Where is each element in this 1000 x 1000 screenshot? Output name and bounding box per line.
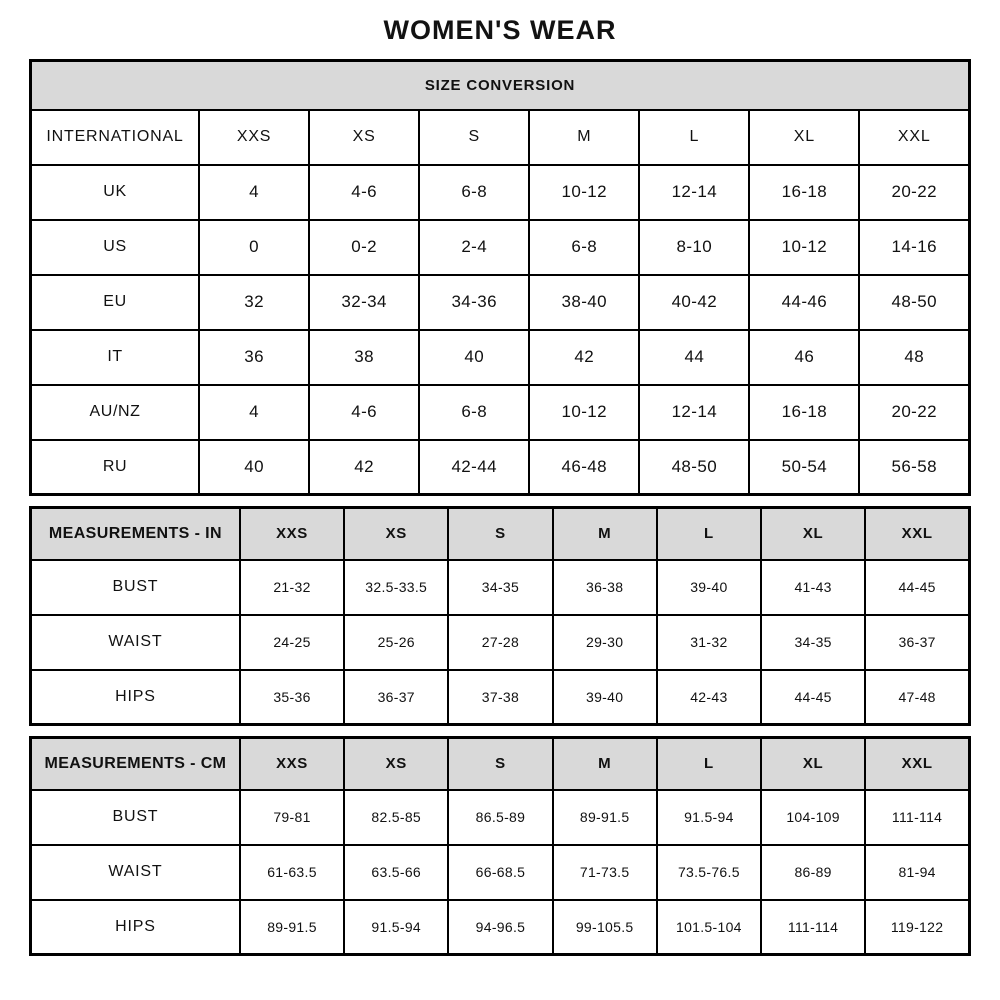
cell-value: 4 [199, 385, 309, 440]
measurements-cm-table [29, 736, 971, 956]
row-label-aunz: AU/NZ [31, 385, 200, 440]
cell-value: 73.5-76.5 [657, 845, 761, 900]
column-header-m: M [529, 110, 639, 165]
table-row-uk [31, 165, 970, 220]
cell-value: 38 [309, 330, 419, 385]
cell-value: 111-114 [865, 790, 969, 845]
table-row-bust-in [31, 560, 970, 615]
page-title: WOMEN'S WEAR [383, 15, 617, 45]
size-header-l: L [657, 738, 761, 790]
cell-value: 6-8 [419, 385, 529, 440]
cell-value: 91.5-94 [657, 790, 761, 845]
size-header-s: S [448, 738, 552, 790]
cell-value: 89-91.5 [553, 790, 657, 845]
cell-value: 81-94 [865, 845, 969, 900]
cell-value: 94-96.5 [448, 900, 552, 955]
cell-value: 42 [529, 330, 639, 385]
cell-value: 27-28 [448, 615, 552, 670]
cell-value: 99-105.5 [553, 900, 657, 955]
size-header-xs: XS [344, 508, 448, 560]
column-header-xs: XS [309, 110, 419, 165]
cell-value: 86.5-89 [448, 790, 552, 845]
column-header-xxl: XXL [859, 110, 969, 165]
row-label-it: IT [31, 330, 200, 385]
size-header-s: S [448, 508, 552, 560]
size-header-xxl: XXL [865, 738, 969, 790]
cell-value: 40 [419, 330, 529, 385]
table-row-bust-cm [31, 790, 970, 845]
cell-value: 44-46 [749, 275, 859, 330]
cell-value: 104-109 [761, 790, 865, 845]
row-label-hips: HIPS [31, 900, 240, 955]
column-header-xxs: XXS [199, 110, 309, 165]
size-header-xs: XS [344, 738, 448, 790]
table-row-hips-cm [31, 900, 970, 955]
cell-value: 42 [309, 440, 419, 495]
cell-value: 66-68.5 [448, 845, 552, 900]
cell-value: 40-42 [639, 275, 749, 330]
cell-value: 34-35 [761, 615, 865, 670]
table-row-eu [31, 275, 970, 330]
cell-value: 10-12 [529, 385, 639, 440]
cell-value: 0-2 [309, 220, 419, 275]
cell-value: 6-8 [419, 165, 529, 220]
cell-value: 44-45 [761, 670, 865, 725]
table-row-waist-cm [31, 845, 970, 900]
cell-value: 39-40 [553, 670, 657, 725]
cell-value: 39-40 [657, 560, 761, 615]
row-label-bust: BUST [31, 790, 240, 845]
size-conversion-table [29, 59, 971, 496]
row-label-eu: EU [31, 275, 200, 330]
size-header-l: L [657, 508, 761, 560]
measurements-in-table [29, 506, 971, 726]
cell-value: 91.5-94 [344, 900, 448, 955]
cell-value: 20-22 [859, 385, 969, 440]
cell-value: 36 [199, 330, 309, 385]
size-header-m: M [553, 738, 657, 790]
cell-value: 41-43 [761, 560, 865, 615]
row-label-waist: WAIST [31, 615, 240, 670]
table-row-waist-in [31, 615, 970, 670]
measurements-in-title: MEASUREMENTS - IN [31, 508, 240, 560]
column-header-s: S [419, 110, 529, 165]
cell-value: 111-114 [761, 900, 865, 955]
cell-value: 36-37 [344, 670, 448, 725]
cell-value: 63.5-66 [344, 845, 448, 900]
cell-value: 38-40 [529, 275, 639, 330]
cell-value: 14-16 [859, 220, 969, 275]
cell-value: 6-8 [529, 220, 639, 275]
cell-value: 82.5-85 [344, 790, 448, 845]
row-label-bust: BUST [31, 560, 240, 615]
cell-value: 4 [199, 165, 309, 220]
cell-value: 36-37 [865, 615, 969, 670]
size-conversion-header-row [31, 110, 970, 165]
cell-value: 42-43 [657, 670, 761, 725]
cell-value: 10-12 [529, 165, 639, 220]
size-header-xxs: XXS [240, 508, 344, 560]
size-header-xxl: XXL [865, 508, 969, 560]
cell-value: 20-22 [859, 165, 969, 220]
size-header-xl: XL [761, 738, 865, 790]
cell-value: 36-38 [553, 560, 657, 615]
cell-value: 25-26 [344, 615, 448, 670]
table-row-hips-in [31, 670, 970, 725]
size-conversion-banner-row [31, 61, 970, 110]
size-header-xl: XL [761, 508, 865, 560]
cell-value: 12-14 [639, 385, 749, 440]
cell-value: 40 [199, 440, 309, 495]
measurements-cm-title: MEASUREMENTS - CM [31, 738, 240, 790]
cell-value: 86-89 [761, 845, 865, 900]
size-header-m: M [553, 508, 657, 560]
row-label-ru: RU [31, 440, 200, 495]
cell-value: 44-45 [865, 560, 969, 615]
cell-value: 4-6 [309, 165, 419, 220]
size-conversion-title: SIZE CONVERSION [31, 61, 970, 110]
row-label-hips: HIPS [31, 670, 240, 725]
cell-value: 101.5-104 [657, 900, 761, 955]
cell-value: 47-48 [865, 670, 969, 725]
cell-value: 8-10 [639, 220, 749, 275]
cell-value: 56-58 [859, 440, 969, 495]
cell-value: 61-63.5 [240, 845, 344, 900]
cell-value: 46 [749, 330, 859, 385]
cell-value: 32-34 [309, 275, 419, 330]
table-row-aunz [31, 385, 970, 440]
cell-value: 16-18 [749, 165, 859, 220]
row-label-waist: WAIST [31, 845, 240, 900]
cell-value: 32 [199, 275, 309, 330]
cell-value: 44 [639, 330, 749, 385]
cell-value: 37-38 [448, 670, 552, 725]
cell-value: 48-50 [859, 275, 969, 330]
table-row-it [31, 330, 970, 385]
cell-value: 34-35 [448, 560, 552, 615]
column-header-xl: XL [749, 110, 859, 165]
row-label-uk: UK [31, 165, 200, 220]
cell-value: 29-30 [553, 615, 657, 670]
size-header-xxs: XXS [240, 738, 344, 790]
measurements-cm-header-row [31, 738, 970, 790]
cell-value: 16-18 [749, 385, 859, 440]
cell-value: 48 [859, 330, 969, 385]
cell-value: 50-54 [749, 440, 859, 495]
cell-value: 34-36 [419, 275, 529, 330]
cell-value: 12-14 [639, 165, 749, 220]
cell-value: 119-122 [865, 900, 969, 955]
cell-value: 0 [199, 220, 309, 275]
table-row-ru [31, 440, 970, 495]
cell-value: 42-44 [419, 440, 529, 495]
cell-value: 48-50 [639, 440, 749, 495]
cell-value: 4-6 [309, 385, 419, 440]
cell-value: 89-91.5 [240, 900, 344, 955]
cell-value: 46-48 [529, 440, 639, 495]
row-label-us: US [31, 220, 200, 275]
measurements-in-header-row [31, 508, 970, 560]
cell-value: 10-12 [749, 220, 859, 275]
cell-value: 24-25 [240, 615, 344, 670]
chart-sheet [29, 59, 971, 956]
cell-value: 35-36 [240, 670, 344, 725]
column-header-l: L [639, 110, 749, 165]
cell-value: 31-32 [657, 615, 761, 670]
table-row-us [31, 220, 970, 275]
cell-value: 32.5-33.5 [344, 560, 448, 615]
cell-value: 71-73.5 [553, 845, 657, 900]
cell-value: 79-81 [240, 790, 344, 845]
column-header-international: INTERNATIONAL [31, 110, 200, 165]
cell-value: 21-32 [240, 560, 344, 615]
cell-value: 2-4 [419, 220, 529, 275]
